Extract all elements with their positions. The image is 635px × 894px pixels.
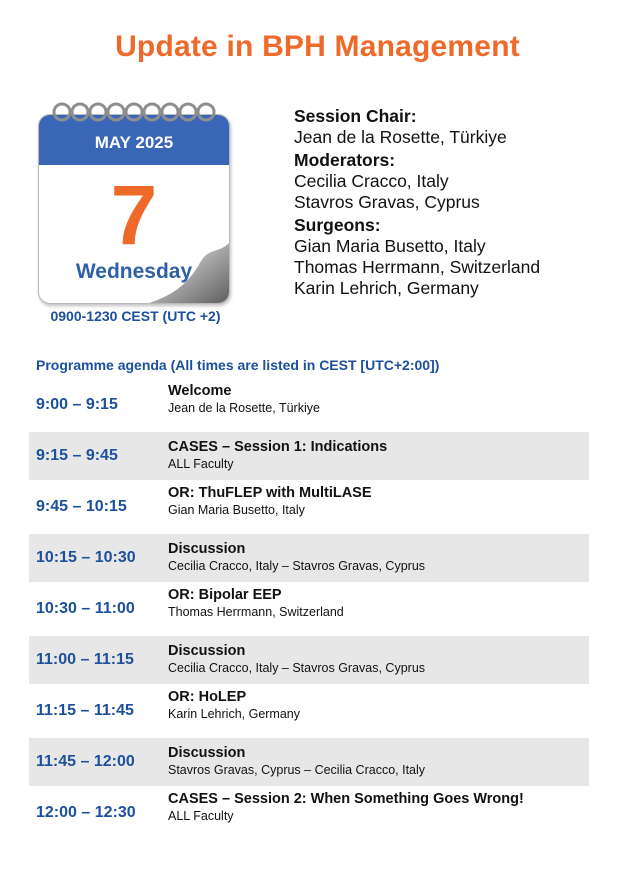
agenda-row (29, 480, 589, 534)
agenda-speaker: Jean de la Rosette, Türkiye (168, 401, 320, 415)
agenda-session: OR: HoLEP (168, 689, 247, 705)
agenda-speaker: Gian Maria Busetto, Italy (168, 503, 305, 517)
agenda-speaker: Karin Lehrich, Germany (168, 707, 301, 721)
chair-label: Session Chair: (294, 106, 417, 126)
agenda-time: 10:30 – 11:00 (36, 600, 135, 617)
agenda-session: Welcome (168, 383, 232, 399)
agenda-time: 9:15 – 9:45 (36, 447, 118, 464)
calendar-page (38, 114, 230, 304)
agenda-time: 11:15 – 11:45 (36, 702, 134, 719)
agenda-session: CASES – Session 1: Indications (168, 439, 388, 455)
agenda-speaker: Cecilia Cracco, Italy – Stavros Gravas, Cyprus (168, 661, 426, 675)
moderator-name: Stavros Gravas, Cyprus (294, 192, 480, 212)
agenda-speaker: Thomas Herrmann, Switzerland (168, 605, 344, 619)
agenda-session: OR: Bipolar EEP (168, 587, 282, 603)
moderators-label: Moderators: (294, 150, 396, 170)
agenda-row (29, 534, 589, 582)
calendar-month: MAY 2025 (39, 115, 229, 165)
binder-rings-icon (38, 100, 230, 130)
agenda-session: Discussion (168, 745, 246, 761)
agenda-session: OR: ThuFLEP with MultiLASE (168, 485, 372, 501)
agenda-speaker: Stavros Gravas, Cyprus – Cecilia Cracco, Italy (168, 763, 426, 777)
surgeon-name: Karin Lehrich, Germany (294, 278, 479, 298)
agenda-row (29, 684, 589, 738)
surgeon-name: Thomas Herrmann, Switzerland (294, 257, 541, 277)
agenda-row (29, 636, 589, 684)
agenda-row (29, 432, 589, 480)
agenda-session: Discussion (168, 541, 246, 557)
agenda-speaker: ALL Faculty (168, 809, 234, 823)
agenda-time: 10:15 – 10:30 (36, 549, 136, 566)
agenda-speaker: Cecilia Cracco, Italy – Stavros Gravas, Cyprus (168, 559, 426, 573)
faculty-list (294, 104, 540, 299)
surgeons-label: Surgeons: (294, 215, 381, 235)
calendar-icon (38, 100, 230, 305)
page-title: Update in BPH Management (115, 30, 520, 63)
session-time: 0900-1230 CEST (UTC +2) (50, 308, 221, 324)
agenda-time: 9:45 – 10:15 (36, 498, 127, 515)
agenda-time: 12:00 – 12:30 (36, 804, 136, 821)
agenda-session: Discussion (168, 643, 246, 659)
agenda-table (29, 378, 589, 840)
agenda-row (29, 786, 589, 840)
agenda-speaker: ALL Faculty (168, 457, 234, 471)
moderator-name: Cecilia Cracco, Italy (294, 171, 449, 191)
agenda-time: 9:00 – 9:15 (36, 396, 118, 413)
agenda-row (29, 582, 589, 636)
surgeon-name: Gian Maria Busetto, Italy (294, 236, 486, 256)
agenda-time: 11:45 – 12:00 (36, 753, 135, 770)
agenda-time: 11:00 – 11:15 (36, 651, 134, 668)
agenda-row (29, 378, 589, 432)
page-curl-icon (149, 243, 229, 303)
calendar-weekday: Wednesday (75, 260, 193, 283)
chair-name: Jean de la Rosette, Türkiye (294, 127, 507, 147)
agenda-session: CASES – Session 2: When Something Goes Wrong! (168, 791, 524, 807)
calendar-day: 7 (110, 168, 158, 262)
agenda-row (29, 738, 589, 786)
agenda-title: Programme agenda (All times are listed in CEST [UTC+2:00]) (36, 357, 440, 373)
